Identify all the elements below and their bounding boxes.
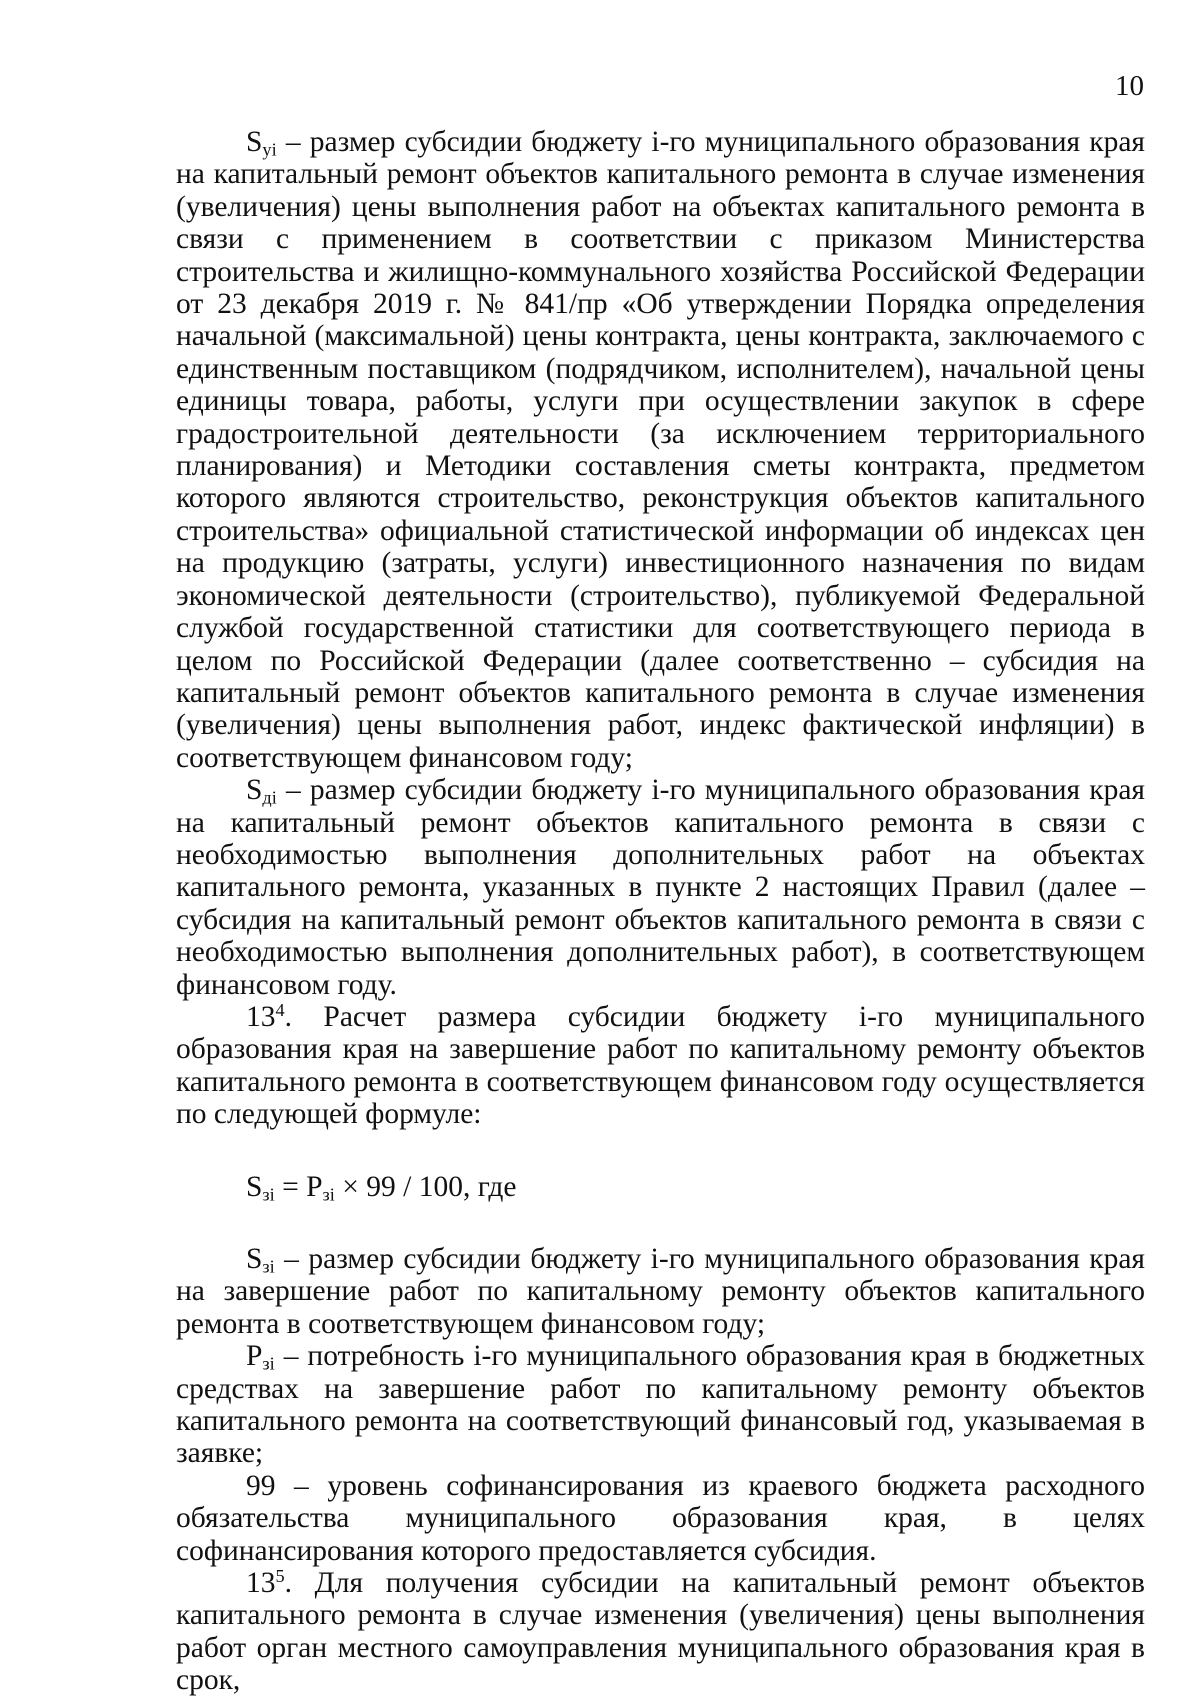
symbol-s: S: [246, 774, 263, 807]
subscript-di: дi: [262, 787, 277, 808]
clause-number: 13: [246, 1000, 276, 1033]
clause-superscript: 4: [275, 999, 285, 1020]
paragraph-s-di-definition: [176, 774, 1145, 1001]
paragraph-s-zi-definition: [176, 1243, 1145, 1340]
paragraph-text: . Для получения субсидии на капитальный ремонт объектов капитального ремонта в случае изменения (увеличения) цены выполнения работ орган местного самоуправления муниципального образования края в срок,: [176, 1567, 1145, 1697]
paragraph-13-4: [176, 1001, 1145, 1131]
paragraph-99-definition: 99 – уровень софинансирования из краевого бюджета расходного обязательства муниципального образования края, в целях софинансирования которого предоставляется субсидия.: [176, 1469, 1145, 1567]
subscript-zi: зi: [262, 1184, 275, 1205]
paragraph-text: – потребность i-го муниципального образования края в бюджетных средствах на завершение работ по капитальному ремонту объектов капитального ремонта на соответствующий финансовый год, указываемая в заявке;: [176, 1340, 1145, 1470]
symbol-p: P: [306, 1170, 323, 1203]
paragraph-text: – размер субсидии бюджету i-го муниципального образования края на капитальный ремонт объектов капитального ремонта в связи с необходимостью выполнения дополнительных работ на объектах капитального ремонта, указанных в пункте 2 настоящих Правил (далее – субсидия на капитальный ремонт объектов капитального ремонта в связи с необходимостью выполнения дополнительных работ), в соответствующем финансовом году.: [176, 774, 1145, 1001]
symbol-s: S: [246, 1170, 263, 1203]
clause-superscript: 5: [275, 1566, 285, 1587]
subscript-zi: зi: [262, 1256, 275, 1277]
formula-text: × 99 / 100, где: [334, 1170, 517, 1203]
symbol-p: P: [246, 1340, 263, 1373]
paragraph-13-5: [176, 1567, 1145, 1697]
document-body: [176, 126, 1145, 1697]
symbol-s: S: [246, 1243, 263, 1275]
page-number: 10: [1115, 70, 1144, 102]
clause-number: 13: [246, 1567, 276, 1600]
paragraph-text: . Расчет размера субсидии бюджету i-го муниципального образования края на завершение работ по капитальному ремонту объектов капитального ремонта в соответствующем финансовом году осуществляется по следующей формуле:: [176, 1000, 1145, 1131]
paragraph-text: – размер субсидии бюджету i-го муниципального образования края на капитальный ремонт объектов капитального ремонта в случае изменения (увеличения) цены выполнения работ на объектах капитального ремонта в связи с применением в соответствии с приказом Министерства строительства и жилищно-коммунального хозяйства Российской Федерации от 23 декабря 2019 г. № 841/пр «Об утверждении Порядка определения начальной (максимальной) цены контракта, цены контракта, заключаемого с единственным поставщиком (подрядчиком, исполнителем), начальной цены единицы товара, работы, услуги при осуществлении закупок в сфере градостроительной деятельности (за исключением территориального планирования) и Методики составления сметы контракта, предметом которого являются строительство, реконструкция объектов капитального строительства» официальной статистической информации об индексах цен на продукцию (затраты, услуги) инвестиционного назначения по видам экономической деятельности (строительство), публикуемой Федеральной службой государственной статистики для соответствующего периода в целом по Российской Федерации (далее соответственно – субсидия на капитальный ремонт объектов капитального ремонта в случае изменения (увеличения) цены выполнения работ, индекс фактической инфляции) в соответствующем финансовом году;: [176, 126, 1145, 774]
subscript-yi: yi: [262, 139, 277, 160]
paragraph-text: – размер субсидии бюджету i-го муниципального образования края на завершение работ по капитальному ремонту объектов капитального ремонта в соответствующем финансовом году;: [176, 1243, 1145, 1340]
paragraph-p-zi-definition: [176, 1340, 1145, 1470]
symbol-s: S: [246, 126, 263, 158]
subscript-zi: зi: [262, 1353, 275, 1374]
paragraph-s-yi-definition: [176, 126, 1145, 774]
formula-equals: =: [274, 1170, 307, 1203]
subscript-zi: зi: [322, 1184, 335, 1205]
formula: [176, 1171, 1145, 1203]
